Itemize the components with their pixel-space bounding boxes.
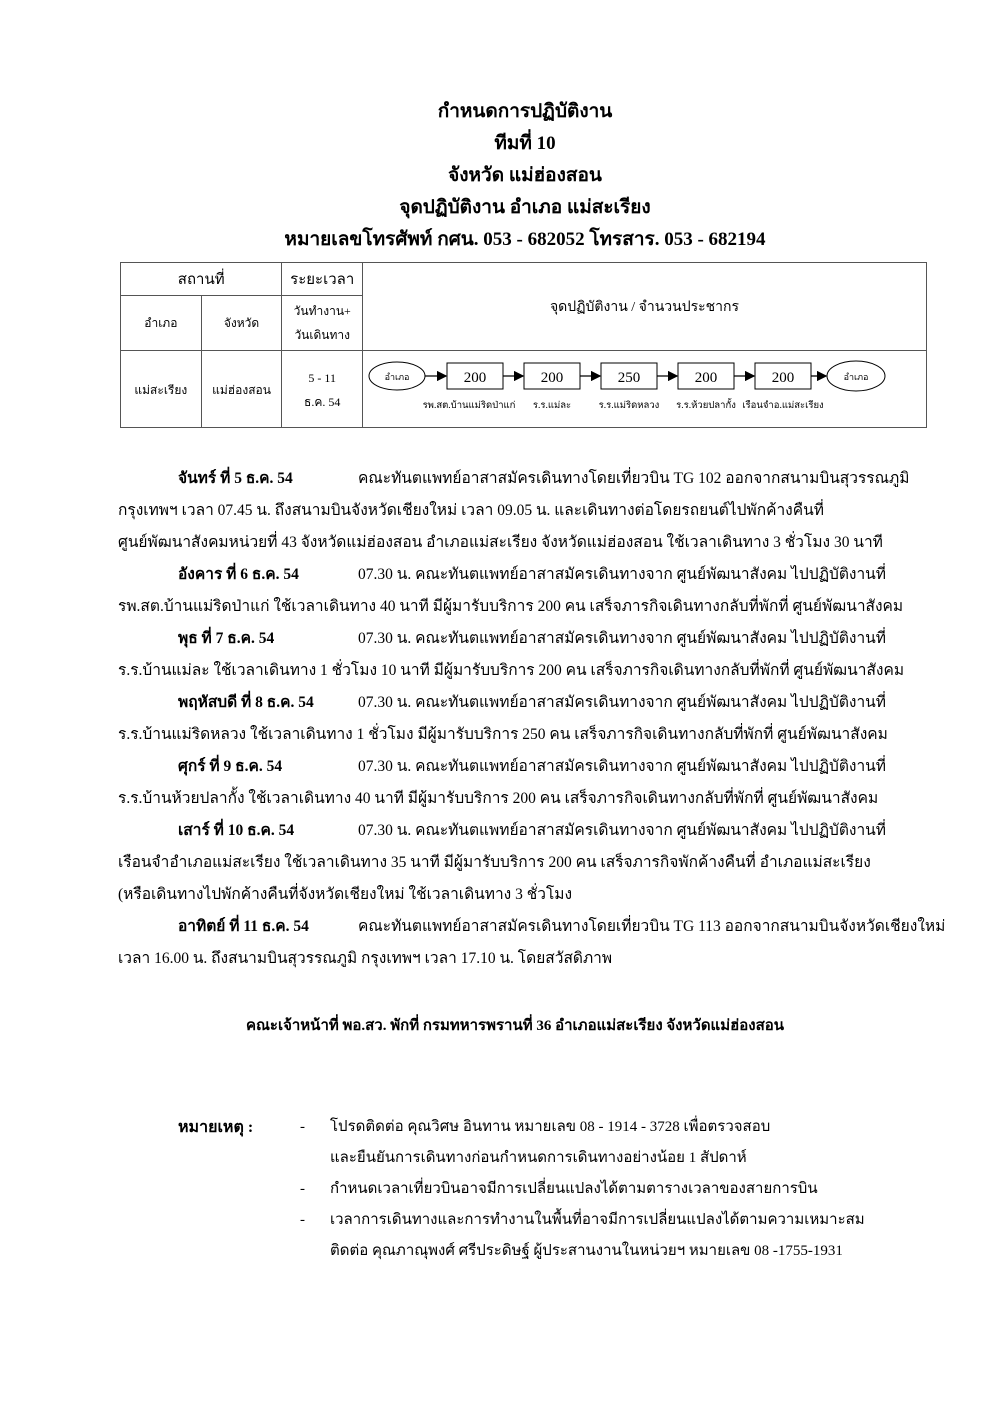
- day-label: อาทิตย์ ที่ 11 ธ.ค. 54: [178, 918, 309, 935]
- remark-text: เวลาการเดินทางและการทำงานในพื้นที่อาจมีการเปลี่ยนแปลงได้ตามความเหมาะสม: [330, 1212, 865, 1228]
- start-node-label: อำเภอ: [384, 372, 410, 382]
- header-days-line2: วันเดินทาง: [294, 328, 350, 342]
- remark-text: และยืนยันการเดินทางก่อนกำหนดการเดินทางอย่างน้อย 1 สัปดาห์: [330, 1150, 747, 1166]
- day-description-continued: เวลา 16.00 น. ถึงสนามบินสุวรรณภูมิ กรุงเทพฯ เวลา 17.10 น. โดยสวัสดิภาพ: [118, 950, 613, 967]
- team-number: ทีมที่ 10: [494, 133, 556, 154]
- header-place: สถานที่: [121, 263, 282, 296]
- day-label: จันทร์ ที่ 5 ธ.ค. 54: [178, 470, 293, 487]
- cell-dates-month: ธ.ค. 54: [304, 395, 341, 409]
- site-population: 200: [540, 370, 564, 386]
- site-population: 250: [617, 370, 641, 386]
- header-district: อำเภอ: [121, 296, 202, 351]
- day-description: คณะทันตแพทย์อาสาสมัครเดินทางโดยเที่ยวบิน TG 102 ออกจากสนามบินสุวรรณภูมิ: [358, 470, 910, 487]
- site-name: ร.ร.แม่ริดหลวง: [598, 401, 660, 411]
- day-label: อังคาร ที่ 6 ธ.ค. 54: [178, 566, 299, 583]
- site-name: ร.ร.ห้วยปลากั้ง: [676, 401, 736, 411]
- cell-dates-range: 5 - 11: [308, 371, 336, 385]
- remark-text: กำหนดเวลาเที่ยวบินอาจมีการเปลี่ยนแปลงได้ตามตารางเวลาของสายการบิน: [330, 1181, 818, 1197]
- schedule-day-line: [118, 559, 938, 591]
- staff-accommodation-note: คณะเจ้าหน้าที่ พอ.สว. พักที่ กรมทหารพรานที่ 36 อำเภอแม่สะเรียง จังหวัดแม่ฮ่องสอน: [245, 1018, 785, 1034]
- operation-point-heading: จุดปฏิบัติงาน อำเภอ แม่สะเรียง: [399, 197, 651, 218]
- schedule-day-line: [118, 751, 938, 783]
- site-name: เรือนจำอ.แม่สะเรียง: [742, 401, 824, 411]
- document-title: กำหนดการปฏิบัติงาน: [437, 101, 613, 122]
- bullet-dash: -: [300, 1212, 305, 1228]
- day-label: ศุกร์ ที่ 9 ธ.ค. 54: [178, 758, 283, 775]
- remark-item: [178, 1205, 938, 1236]
- flow-diagram: [363, 352, 926, 426]
- site-name: ร.ร.แม่ละ: [532, 401, 572, 411]
- remark-item: [178, 1143, 938, 1174]
- day-description-continued: ร.ร.บ้านแม่ริดหลวง ใช้เวลาเดินทาง 1 ชั่วโมง มีผู้มารับบริการ 250 คน เสร็จภารกิจเดินทางกลับที่พักที่ ศูนย์พัฒนาสังคม: [118, 726, 888, 743]
- daily-schedule: [118, 463, 946, 975]
- schedule-table: [120, 262, 927, 428]
- day-description-continued: รพ.สต.บ้านแม่ริดป่าแก่ ใช้เวลาเดินทาง 40 นาที มีผู้มารับบริการ 200 คน เสร็จภารกิจเดินทางกลับที่พักที่ ศูนย์พัฒนาสังคม: [118, 598, 904, 615]
- site-population: 200: [771, 370, 795, 386]
- header-period: ระยะเวลา: [282, 263, 363, 296]
- day-label: เสาร์ ที่ 10 ธ.ค. 54: [178, 822, 295, 839]
- province-heading: จังหวัด แม่ฮ่องสอน: [448, 165, 602, 186]
- contact-numbers: หมายเลขโทรศัพท์ กศน. 053 - 682052 โทรสาร. 053 - 682194: [284, 229, 766, 250]
- day-description: 07.30 น. คณะทันตแพทย์อาสาสมัครเดินทางจาก ศูนย์พัฒนาสังคม ไปปฏิบัติงานที่: [358, 758, 886, 775]
- day-description: 07.30 น. คณะทันตแพทย์อาสาสมัครเดินทางจาก ศูนย์พัฒนาสังคม ไปปฏิบัติงานที่: [358, 694, 886, 711]
- site-name: รพ.สต.บ้านแม่ริดป่าแก่: [422, 401, 516, 411]
- day-label: พฤหัสบดี ที่ 8 ธ.ค. 54: [178, 694, 314, 711]
- day-description-continued: ร.ร.บ้านห้วยปลากั้ง ใช้เวลาเดินทาง 40 นาที มีผู้มารับบริการ 200 คน เสร็จภารกิจเดินทางกลับที่พักที่ ศูนย์พัฒนาสังคม: [118, 790, 879, 807]
- bullet-dash: -: [300, 1119, 305, 1135]
- day-description-continued: ร.ร.บ้านแม่ละ ใช้เวลาเดินทาง 1 ชั่วโมง 10 นาที มีผู้มารับบริการ 200 คน เสร็จภารกิจเดินทางกลับที่พักที่ ศูนย์พัฒนาสังคม: [118, 662, 905, 679]
- site-population: 200: [463, 370, 487, 386]
- day-description: 07.30 น. คณะทันตแพทย์อาสาสมัครเดินทางจาก ศูนย์พัฒนาสังคม ไปปฏิบัติงานที่: [358, 822, 886, 839]
- remarks-heading: หมายเหตุ :: [178, 1119, 254, 1136]
- end-node-label: อำเภอ: [843, 372, 869, 382]
- header-days: [282, 296, 363, 351]
- remark-text: ติดต่อ คุณภาณุพงศ์ ศรีประดิษฐ์ ผู้ประสานงานในหน่วยฯ หมายเลข 08 -1755-1931: [330, 1243, 843, 1259]
- site-population: 200: [694, 370, 718, 386]
- day-description: 07.30 น. คณะทันตแพทย์อาสาสมัครเดินทางจาก ศูนย์พัฒนาสังคม ไปปฏิบัติงานที่: [358, 630, 886, 647]
- day-description-continued: ศูนย์พัฒนาสังคมหน่วยที่ 43 จังหวัดแม่ฮ่องสอน อำเภอแม่สะเรียง จังหวัดแม่ฮ่องสอน ใช้เวลาเดินทาง 3 ชั่วโมง 30 นาที: [118, 534, 883, 551]
- header-points: จุดปฏิบัติงาน / จำนวนประชากร: [363, 263, 927, 351]
- flow-diagram-cell: [363, 351, 927, 428]
- day-description-continued: เรือนจำอำเภอแม่สะเรียง ใช้เวลาเดินทาง 35 นาที มีผู้มารับบริการ 200 คน เสร็จภารกิจพักค้างคืนที่ อำเภอแม่สะเรียง: [118, 854, 871, 871]
- cell-province: แม่ฮ่องสอน: [201, 351, 282, 428]
- header-days-line1: วันทำงาน+: [293, 304, 351, 318]
- remark-item: [178, 1236, 938, 1267]
- cell-dates: [282, 351, 363, 428]
- schedule-day-line: [118, 687, 938, 719]
- day-description-continued: กรุงเทพฯ เวลา 07.45 น. ถึงสนามบินจังหวัดเชียงใหม่ เวลา 09.05 น. และเดินทางต่อโดยรถยนต์ไปพักค้างคืนที่: [118, 502, 824, 519]
- bullet-dash: -: [300, 1181, 305, 1197]
- day-description: คณะทันตแพทย์อาสาสมัครเดินทางโดยเที่ยวบิน TG 113 ออกจากสนามบินจังหวัดเชียงใหม่: [358, 918, 946, 935]
- schedule-day-line: [118, 623, 938, 655]
- schedule-day-line: [118, 463, 938, 495]
- document-header: [0, 96, 1000, 256]
- day-label: พุธ ที่ 7 ธ.ค. 54: [178, 630, 275, 647]
- cell-district: แม่สะเรียง: [121, 351, 202, 428]
- remark-item: [178, 1174, 938, 1205]
- remark-text: โปรดติดต่อ คุณวิศษ อินทาน หมายเลข 08 - 1914 - 3728 เพื่อตรวจสอบ: [330, 1119, 771, 1135]
- schedule-day-line: [118, 911, 946, 943]
- day-description: 07.30 น. คณะทันตแพทย์อาสาสมัครเดินทางจาก ศูนย์พัฒนาสังคม ไปปฏิบัติงานที่: [358, 566, 886, 583]
- day-description-continued: (หรือเดินทางไปพักค้างคืนที่จังหวัดเชียงใหม่ ใช้เวลาเดินทาง 3 ชั่วโมง: [118, 886, 573, 903]
- remark-item: [178, 1112, 938, 1143]
- header-province: จังหวัด: [201, 296, 282, 351]
- remarks-section: [178, 1112, 938, 1267]
- schedule-day-line: [118, 815, 938, 847]
